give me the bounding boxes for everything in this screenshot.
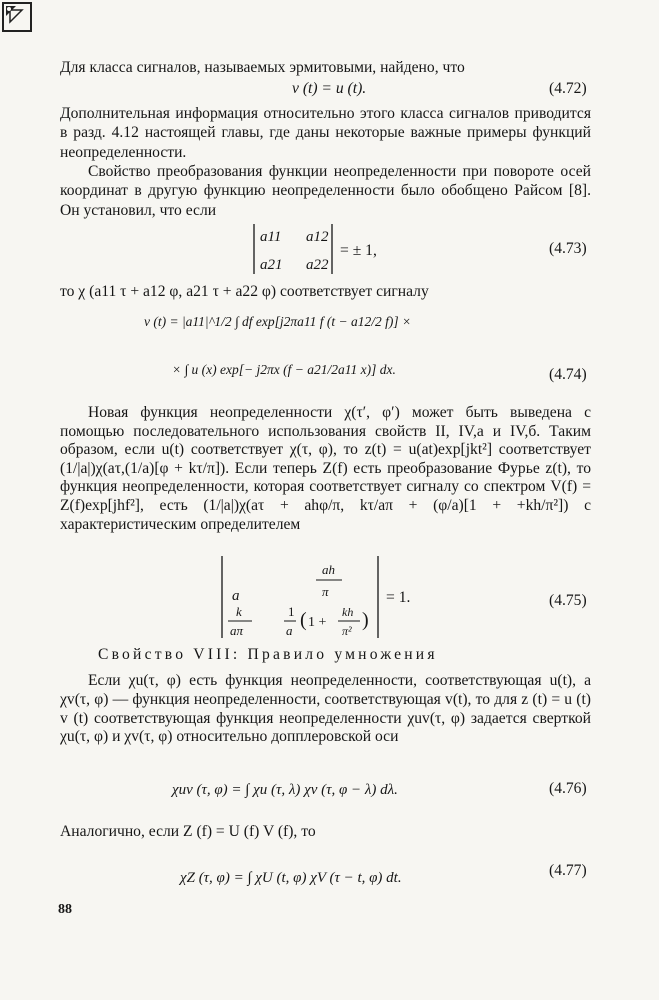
equation-4-75-rhs: = 1. [386, 589, 411, 606]
equation-number-4-72: (4.72) [549, 80, 587, 97]
equation-4-77 [176, 854, 556, 908]
matrix-a21: a21 [260, 257, 283, 273]
paragraph-additional-info: Дополнительная информация относительно этого класса сигналов приводится в разд. 4.12 настоящей главы, где даны некоторые важные примеры функций неопределенности. [60, 105, 591, 161]
svg-text:aπ: aπ [230, 623, 244, 638]
section-heading-property-8: Свойство VIII: Правило умножения [98, 646, 438, 663]
svg-text:1 +: 1 + [308, 615, 327, 630]
paragraph-similarly: Аналогично, если Z (f) = U (f) V (f), то [60, 823, 316, 840]
line-then-chi: то χ (a11 τ + a12 φ, a21 τ + a22 φ) соответствует сигналу [60, 283, 429, 300]
equation-4-76-text: χuv (τ, φ) = ∫ χu (τ, λ) χv (τ, φ − λ) dλ. [172, 782, 398, 798]
svg-text:π²: π² [342, 624, 352, 638]
matrix-a11: a11 [260, 229, 282, 245]
equation-number-4-73: (4.73) [549, 240, 587, 257]
svg-text:ah: ah [322, 562, 335, 577]
corner-ornament-icon [2, 2, 32, 32]
matrix-a12: a12 [306, 229, 329, 245]
equation-4-74-line1: v (t) = |a11|^1/2 ∫ df exp[j2πa11 f (t − a12/2 f)] × [144, 314, 412, 329]
paragraph-rotation-property: Свойство преобразования функции неопределенности при повороте осей координат в другую функцию неопределенности было обобщено Райсом [8]. Он установил, что если [60, 163, 591, 219]
equation-number-4-75: (4.75) [549, 592, 587, 609]
equation-4-76 [168, 766, 548, 820]
svg-text:a: a [286, 623, 293, 638]
equation-4-77-text: χZ (τ, φ) = ∫ χU (t, φ) χV (τ − t, φ) dt. [180, 870, 402, 886]
svg-text:a: a [232, 588, 240, 604]
svg-text:1: 1 [288, 604, 295, 619]
matrix-a22: a22 [306, 257, 329, 273]
paragraph-multiplication-rule: Если χu(τ, φ) есть функция неопределенности, соответствующая u(t), а χv(τ, φ) — функция неопределенности, соответствующая v(t), то для z (t) = u (t) v (t) соответствующая функция неопределенности χuv(τ, φ) задается сверткой χu(τ, φ) и χv(τ, φ) относительно допплеровской оси [60, 672, 591, 746]
equation-4-72: v (t) = u (t). [292, 80, 367, 97]
paragraph-hermitian: Для класса сигналов, называемых эрмитовыми, найдено, что [60, 59, 465, 76]
equation-4-75 [218, 554, 438, 640]
equation-number-4-76: (4.76) [549, 780, 587, 797]
svg-text:π: π [322, 584, 329, 599]
equation-4-74 [140, 304, 540, 388]
page-number: 88 [58, 902, 72, 917]
svg-text:(: ( [300, 609, 307, 631]
paragraph-new-ambiguity-function: Новая функция неопределенности χ(τ′, φ′) может быть выведена с помощью последовательного использования свойств II, IV,а и IV,б. Таким образом, если u(t) соответствует χ(τ, φ), то z(t) = u(at)exp[jkt²] соответствует (1/|a|)χ(aτ,(1/a)[φ + kτ/π]). Если теперь Z(f) есть преобразование Фурье z(t), то функция неопределенности, которая соответствует сигналу со спектром V(f) = Z(f)exp[jhf²], есть (1/|a|)χ(aτ + ahφ/π, kτ/aπ + (φ/a)[1 + +kh/π²]) с характеристическим определителем [60, 404, 591, 533]
equation-number-4-77: (4.77) [549, 862, 587, 879]
equation-4-73 [250, 222, 390, 276]
equation-number-4-74: (4.74) [549, 366, 587, 383]
equation-4-74-line2: × ∫ u (x) exp[− j2πx (f − a21/2a11 x)] dx. [172, 362, 396, 377]
svg-text:kh: kh [342, 605, 354, 619]
svg-text:): ) [362, 609, 369, 631]
equation-4-73-rhs: = ± 1, [340, 242, 377, 259]
svg-text:k: k [236, 604, 242, 619]
